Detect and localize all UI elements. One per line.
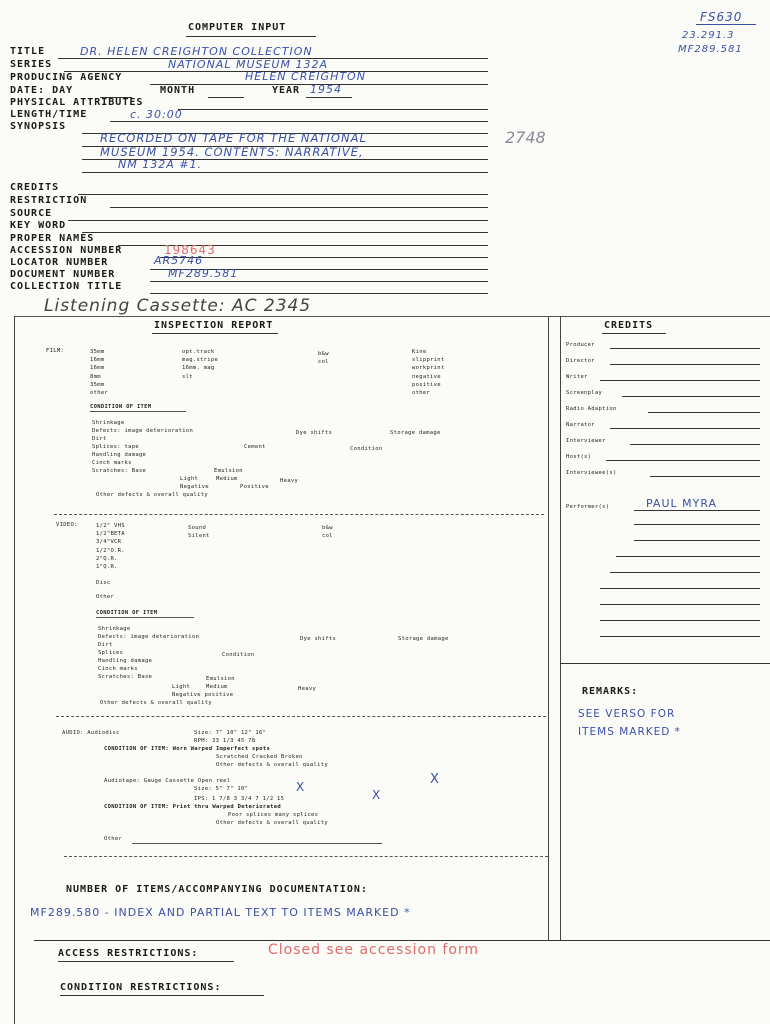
- form-text-inspection-video-col3-0: b&w: [322, 525, 333, 531]
- form-text-inspection-film_cond-10: Scratches: Base: [92, 468, 147, 474]
- form-text-credits_panel-items-0: Producer: [566, 342, 595, 348]
- rule-line: [634, 524, 760, 525]
- series-value: NATIONAL MUSEUM 132A: [168, 58, 328, 71]
- fs-code: FS630: [700, 10, 743, 24]
- rule-line: [82, 232, 488, 233]
- keyword-label: KEY WORD: [10, 220, 67, 231]
- form-text-inspection-film-col2-1: mag.stripe: [182, 357, 219, 364]
- form-text-inspection-video_cond-5: Splices: [98, 650, 124, 656]
- form-text-inspection-film_cond-2: Dye shifts: [296, 430, 333, 436]
- document-value: MF289.581: [168, 267, 239, 280]
- form-text-inspection-film_cond-6: Cement: [244, 444, 266, 450]
- form-text-inspection-audio-size_line: Size: 7" 10" 12" 16": [194, 730, 267, 736]
- form-text-inspection-film-col4-2: workprint: [412, 365, 445, 372]
- form-text-inspection-video-col1-3: 1/2"O.R.: [96, 547, 125, 554]
- remarks-line-2: ITEMS MARKED *: [578, 726, 681, 738]
- rule-line: [110, 121, 488, 122]
- synopsis-line-2: MUSEUM 1954. CONTENTS: NARRATIVE,: [100, 145, 364, 159]
- form-text-inspection-video_cond-1: Defects: image deterioration: [98, 634, 200, 640]
- film-col-1: [90, 348, 108, 397]
- form-text-inspection-film-col1-1: 16mm: [90, 357, 105, 364]
- rule-line: [622, 396, 760, 397]
- rule-line: [616, 556, 760, 557]
- rule-line: [600, 380, 760, 381]
- form-text-inspection-film_cond-5: Splices: tape: [92, 444, 139, 450]
- form-text-inspection-film_cond-12: Light: [180, 476, 199, 482]
- agency-value: HELEN CREIGHTON: [245, 70, 366, 83]
- form-text-inspection-video_cond-14: Negative positive: [172, 692, 234, 698]
- video-label: VIDEO:: [56, 522, 78, 528]
- form-text-inspection-film-col1-5: other: [90, 390, 109, 397]
- form-text-credits_panel-items-4: Radio Adaption: [566, 406, 617, 412]
- form-text-credits_panel-items-1: Director: [566, 358, 595, 364]
- rule-line: [600, 620, 760, 621]
- rule-line: [54, 514, 544, 515]
- form-text-inspection-audio-tape_line: Audiotape: Gauge Cassette Open reel: [104, 778, 231, 784]
- inspection-title: INSPECTION REPORT: [154, 320, 274, 331]
- rule-line: [152, 333, 278, 334]
- form-text-inspection-video_cond-15: Other defects & overall quality: [100, 700, 212, 706]
- form-text-inspection-film_cond-16: Positive: [240, 484, 269, 490]
- form-text-inspection-film-col1-2: 16mm: [90, 365, 105, 372]
- rule-line: [610, 364, 760, 365]
- form-text-inspection-film_cond-15: Negative: [180, 484, 209, 490]
- rule-line: [610, 348, 760, 349]
- form-text-inspection-video-col1-7: Other: [96, 594, 115, 600]
- form-text-inspection-film-col4-0: Kine: [412, 349, 427, 355]
- rule-line: [160, 257, 488, 258]
- form-text-inspection-film-col4-5: other: [412, 390, 431, 397]
- access-value: Closed see accession form: [268, 942, 480, 958]
- film-col-4: [412, 348, 445, 397]
- rule-line: [96, 617, 194, 618]
- form-text-inspection-film-col4-4: positive: [412, 381, 441, 388]
- synopsis-line-1: RECORDED ON TAPE FOR THE NATIONAL: [100, 131, 367, 145]
- document-label: DOCUMENT NUMBER: [10, 269, 116, 280]
- form-text-inspection-video_cond-11: Light: [172, 684, 191, 690]
- form-text-inspection-audio-tape_size: Size: 5" 7" 10": [194, 786, 249, 792]
- form-text-inspection-video-col1-1: 1/2"BETA: [96, 531, 125, 538]
- form-text-inspection-video_cond-2: Dye shifts: [300, 636, 337, 642]
- form-text-inspection-film_cond-13: Medium: [216, 476, 238, 482]
- form-text-inspection-film_cond-7: Condition: [350, 446, 383, 452]
- form-text-inspection-video_cond-3: Storage damage: [398, 636, 449, 642]
- rule-line: [34, 940, 770, 941]
- items-label: NUMBER OF ITEMS/ACCOMPANYING DOCUMENTATION:: [66, 884, 368, 895]
- form-text-inspection-film-col1-0: 35mm: [90, 349, 105, 355]
- form-text-inspection-audio-tape_cond2: Poor splices many splices: [228, 812, 319, 818]
- date-label: DATE: DAY: [10, 85, 74, 96]
- rule-line: [560, 316, 561, 940]
- rule-line: [630, 444, 760, 445]
- form-text-inspection-film_cond-0: Shrinkage: [92, 420, 125, 426]
- form-text-inspection-film_cond-9: Cinch marks: [92, 460, 132, 466]
- rule-line: [600, 604, 760, 605]
- month-label: MONTH: [160, 85, 196, 96]
- credits-field-label: CREDITS: [10, 182, 60, 193]
- year-label: YEAR: [272, 85, 301, 96]
- open-reel-mark: X: [430, 772, 440, 787]
- form-text-inspection-video-col3-1: col: [322, 533, 333, 540]
- form-text-inspection-film_cond-4: Dirt: [92, 436, 107, 442]
- form-text-inspection-audio-cond_line: CONDITION OF ITEM: Worn Warped Imperfect spots: [104, 746, 271, 752]
- form-text-inspection-video_cond-13: Heavy: [298, 686, 317, 692]
- rule-line: [548, 316, 549, 940]
- form-text-inspection-film_cond-11: Emulsion: [214, 468, 243, 474]
- accession-value: 198643: [164, 243, 216, 257]
- synopsis-line-3: NM 132A #1.: [118, 158, 202, 171]
- form-text-inspection-film-col1-4: 35mm: [90, 381, 105, 388]
- rule-line: [178, 109, 488, 110]
- film-condition-title: CONDITION OF ITEM: [90, 404, 152, 410]
- form-text-inspection-audio-cond_line3: Other defects & overall quality: [216, 762, 328, 768]
- physical-label: PHYSICAL ATTRIBUTES: [10, 97, 144, 108]
- form-text-inspection-video_cond-10: Emulsion: [206, 676, 235, 682]
- form-text-inspection-video_cond-9: Scratches: Base: [98, 674, 153, 680]
- form-text-inspection-audio-other: Other: [104, 836, 123, 842]
- rule-line: [150, 293, 488, 294]
- remarks-label: REMARKS:: [582, 686, 639, 697]
- rule-line: [600, 636, 760, 637]
- rule-line: [208, 97, 244, 98]
- rule-line: [648, 412, 760, 413]
- form-text-inspection-video_cond-6: Condition: [222, 652, 255, 658]
- items-value: MF289.580 - INDEX AND PARTIAL TEXT TO ITEMS MARKED *: [30, 906, 411, 919]
- form-text-credits_panel-items-5: Narrator: [566, 422, 595, 428]
- form-text-inspection-film_cond-8: Handling damage: [92, 452, 147, 458]
- form-title: COMPUTER INPUT: [188, 22, 287, 33]
- form-text-inspection-film-col2-2: 16mm. mag: [182, 365, 215, 372]
- form-text-inspection-audio-ips: IPS: 1 7/8 3 3/4 7 1/2 15: [194, 796, 285, 802]
- rule-line: [56, 716, 546, 717]
- rule-line: [58, 961, 234, 962]
- form-text-inspection-video-col1-2: 3/4"VCR: [96, 539, 122, 546]
- audio-label: AUDIO: Audiodisc: [62, 730, 120, 736]
- ref-number-2: MF289.581: [678, 44, 743, 55]
- rule-line: [150, 281, 488, 282]
- form-text-inspection-video-col2-0: Sound: [188, 525, 207, 531]
- film-label: FILM:: [46, 348, 65, 354]
- rule-line: [610, 572, 760, 573]
- form-text-inspection-film-col3-0: b&w: [318, 351, 329, 357]
- access-label: ACCESS RESTRICTIONS:: [58, 948, 199, 959]
- rule-line: [696, 24, 756, 25]
- rule-line: [602, 333, 666, 334]
- form-text-inspection-film_cond-14: Heavy: [280, 478, 299, 484]
- rule-line: [68, 220, 488, 221]
- rule-line: [64, 856, 548, 857]
- ref-number-1: 23.291.3: [682, 30, 735, 41]
- form-text-inspection-audio-rpm_line: RPM: 33 1/3 45 78: [194, 738, 256, 744]
- form-text-inspection-video-col2-1: Silent: [188, 533, 210, 540]
- length-label: LENGTH/TIME: [10, 109, 88, 120]
- year-value: 1954: [310, 83, 342, 96]
- synopsis-label: SYNOPSIS: [10, 121, 67, 132]
- form-text-credits_panel-items-3: Screenplay: [566, 390, 603, 396]
- form-text-inspection-film-col2-0: opt.track: [182, 349, 215, 355]
- form-text-inspection-video_cond-7: Handling damage: [98, 658, 153, 664]
- rule-line: [132, 843, 382, 844]
- rule-line: [14, 316, 770, 317]
- form-text-inspection-film-col4-1: slipprint: [412, 357, 445, 364]
- restriction-label: RESTRICTION: [10, 195, 88, 206]
- film-col-3: [318, 350, 329, 366]
- performer-value: PAUL MYRA: [646, 497, 718, 510]
- form-text-inspection-video-col1-6: Disc: [96, 580, 111, 586]
- video-col-1: [96, 522, 125, 571]
- rule-line: [306, 97, 352, 98]
- form-text-inspection-film_cond-1: Defects: image deterioration: [92, 428, 194, 434]
- rule-line: [14, 316, 15, 1024]
- video-col-2: [188, 524, 210, 540]
- film-col-2: [182, 348, 218, 381]
- cassette-note: Listening Cassette: AC 2345: [44, 296, 312, 316]
- form-text-inspection-video-col1-5: 1"Q.R.: [96, 564, 118, 571]
- form-text-inspection-film_cond-17: Other defects & overall quality: [96, 492, 208, 498]
- condition-restrictions-label: CONDITION RESTRICTIONS:: [60, 982, 222, 993]
- collection-label: COLLECTION TITLE: [10, 281, 123, 292]
- form-text-credits_panel-items-6: Interviewer: [566, 438, 606, 444]
- proper-names-label: PROPER NAMES: [10, 233, 95, 244]
- form-text-inspection-audio-cond_line2: Scratched Cracked Broken: [216, 754, 303, 760]
- form-text-inspection-film_cond-3: Storage damage: [390, 430, 441, 436]
- length-value: c. 30:00: [130, 108, 183, 121]
- accession-label: ACCESSION NUMBER: [10, 245, 123, 256]
- rule-line: [560, 663, 770, 664]
- locator-label: LOCATOR NUMBER: [10, 257, 109, 268]
- rule-line: [78, 194, 488, 195]
- form-text-inspection-video-col1-0: 1/2" VHS: [96, 523, 125, 529]
- form-text-inspection-film-col1-3: 8mm: [90, 373, 101, 380]
- rule-line: [634, 510, 760, 511]
- form-text-credits_panel-items-9: Performer(s): [566, 504, 610, 510]
- rule-line: [650, 476, 760, 477]
- title-value: DR. HELEN CREIGHTON COLLECTION: [80, 45, 313, 58]
- credits-title: CREDITS: [604, 320, 654, 331]
- form-text-credits_panel-items-7: Host(s): [566, 454, 592, 460]
- ips-mark: X: [372, 788, 382, 802]
- form-text-credits_panel-items-8: Interviewee(s): [566, 470, 617, 476]
- series-label: SERIES: [10, 59, 53, 70]
- rule-line: [82, 172, 488, 173]
- rule-line: [606, 460, 760, 461]
- form-text-inspection-audio-tape_cond3: Other defects & overall quality: [216, 820, 328, 826]
- rule-line: [110, 207, 488, 208]
- title-label: TITLE: [10, 46, 46, 57]
- video-condition-title: CONDITION OF ITEM: [96, 610, 158, 616]
- synopsis-note: 2748: [505, 128, 546, 147]
- form-text-inspection-film-col3-1: col: [318, 359, 329, 366]
- form-text-inspection-audio-tape_cond: CONDITION OF ITEM: Print thru Warped Deteriorated: [104, 804, 281, 810]
- remarks-line-1: SEE VERSO FOR: [578, 708, 676, 720]
- rule-line: [186, 36, 316, 37]
- rule-line: [90, 411, 186, 412]
- locator-value: AR5746: [154, 254, 204, 267]
- rule-line: [634, 540, 760, 541]
- size-7-mark: X: [296, 780, 306, 794]
- rule-line: [610, 428, 760, 429]
- rule-line: [600, 588, 760, 589]
- rule-line: [60, 995, 264, 996]
- video-col-3: [322, 524, 333, 540]
- form-text-inspection-film-col4-3: negative: [412, 373, 441, 380]
- form-text-inspection-video_cond-8: Cinch marks: [98, 666, 138, 672]
- form-text-inspection-video_cond-12: Medium: [206, 684, 228, 690]
- form-text-credits_panel-items-2: Writer: [566, 374, 588, 380]
- form-text-inspection-video-col1-4: 2"Q.R.: [96, 555, 118, 562]
- form-text-inspection-video_cond-4: Dirt: [98, 642, 113, 648]
- source-label: SOURCE: [10, 208, 53, 219]
- form-text-inspection-film-col2-3: slt: [182, 373, 193, 380]
- agency-label: PRODUCING AGENCY: [10, 72, 123, 83]
- form-text-inspection-video_cond-0: Shrinkage: [98, 626, 131, 632]
